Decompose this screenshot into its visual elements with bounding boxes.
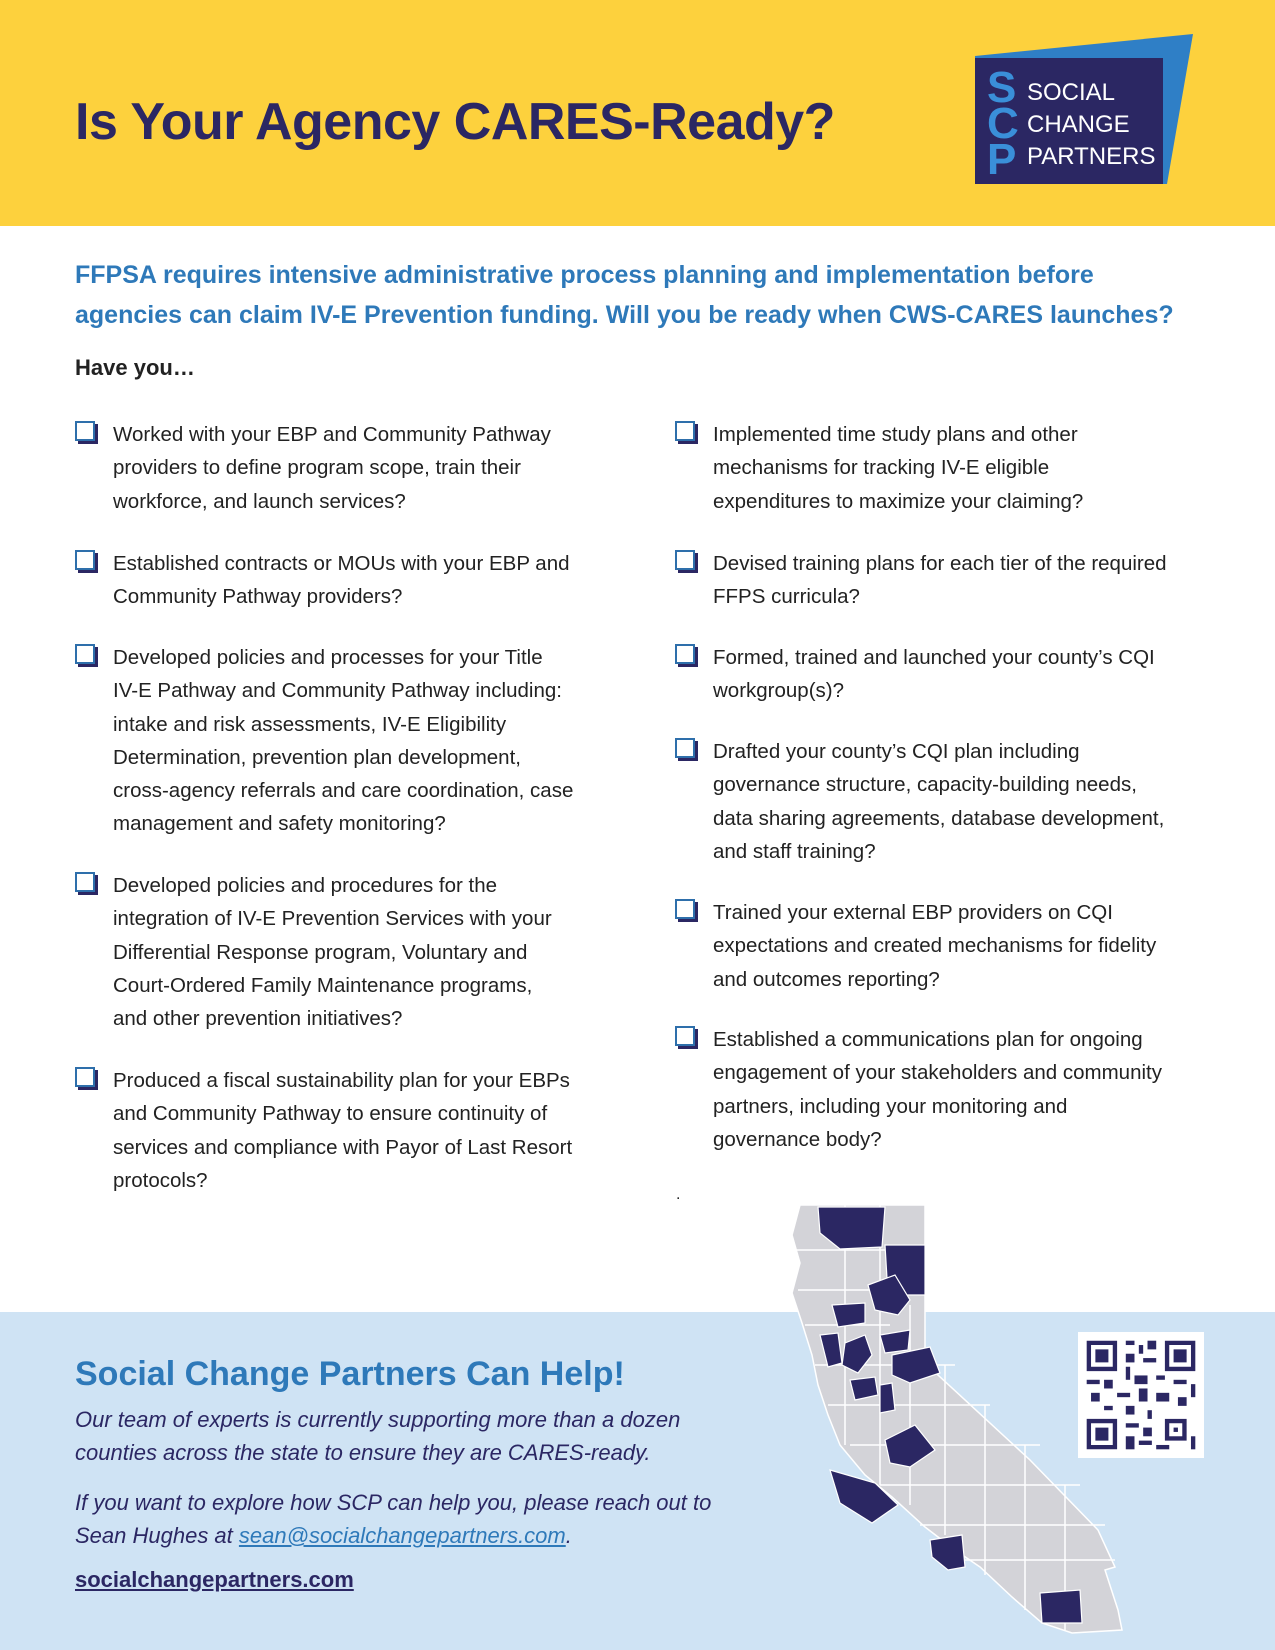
county-highlight xyxy=(832,1303,865,1327)
county-highlight xyxy=(1040,1590,1082,1623)
checklist-item-text: Drafted your county’s CQI plan including governance structure, capacity-building needs, data sharing agreements, database development, and staff training? xyxy=(713,740,1165,863)
checklist-item-text: Worked with your EBP and Community Pathway providers to define program scope, train their workforce, and launch services? xyxy=(113,423,551,513)
page-title: Is Your Agency CARES-Ready? xyxy=(75,93,835,151)
checkbox-icon xyxy=(675,738,695,758)
help-paragraph: If you want to explore how SCP can help you, please reach out to Sean Hughes at sean@socialchangepartners.com. xyxy=(75,1490,712,1548)
logo-letter-p: P xyxy=(987,135,1017,184)
checklist-item-text: Developed policies and processes for your Title IV-E Pathway and Community Pathway including: intake and risk assessments, IV-E Eligibility Determination, prevention plan development, cross-agency referrals and care coordination, case management and safety monitoring? xyxy=(113,646,574,836)
qr-center-dot xyxy=(1174,1428,1178,1432)
qr-module xyxy=(1143,1428,1152,1437)
checkbox-icon xyxy=(675,644,695,664)
help-heading: Social Change Partners Can Help! xyxy=(75,1355,625,1393)
checkbox-icon xyxy=(75,1067,95,1087)
checklist-item-text: Formed, trained and launched your county’s CQI workgroup(s)? xyxy=(713,646,1155,703)
checkbox-icon xyxy=(75,421,95,441)
qr-module xyxy=(1126,1436,1135,1449)
county-highlight xyxy=(880,1383,895,1413)
qr-module xyxy=(1156,1375,1165,1379)
have-you-heading: Have you… xyxy=(75,355,195,380)
checkbox-icon xyxy=(675,550,695,570)
county-highlight xyxy=(930,1535,965,1570)
qr-module xyxy=(1091,1393,1100,1402)
qr-module xyxy=(1148,1410,1152,1419)
logo-word-social: SOCIAL xyxy=(1027,79,1116,106)
qr-module xyxy=(1156,1393,1169,1402)
qr-module xyxy=(1126,1406,1135,1415)
qr-module xyxy=(1191,1436,1195,1449)
qr-module xyxy=(1117,1393,1130,1397)
help-body xyxy=(75,1403,775,1569)
qr-module xyxy=(1126,1354,1135,1363)
checklist-item-text: Produced a fiscal sustainability plan for your EBPs and Community Pathway to ensure continuity of services and compliance with Payor of Last Resort protocols? xyxy=(113,1069,573,1192)
qr-module xyxy=(1104,1380,1113,1389)
checkbox-icon xyxy=(75,550,95,570)
logo-word-partners: PARTNERS xyxy=(1027,143,1156,170)
qr-module xyxy=(1174,1380,1187,1384)
checkbox-icon xyxy=(675,1026,695,1046)
checklist-item-text: Trained your external EBP providers on CQI expectations and created mechanisms for fidelity and outcomes reporting? xyxy=(713,901,1157,991)
checkbox-icon xyxy=(75,644,95,664)
qr-module xyxy=(1139,1441,1152,1445)
qr-module xyxy=(1126,1367,1130,1380)
intro-statement xyxy=(75,255,1215,335)
qr-module xyxy=(1134,1375,1147,1384)
qr-code xyxy=(1078,1332,1204,1458)
checklist-item-text: Implemented time study plans and other mechanisms for tracking IV-E eligible expenditures to maximize your claiming? xyxy=(713,423,1084,513)
qr-module xyxy=(1126,1423,1139,1427)
qr-module xyxy=(1156,1445,1169,1449)
stray-dot: . xyxy=(676,1186,681,1203)
logo-letter-c: C xyxy=(987,99,1019,148)
header-banner xyxy=(0,0,1275,226)
qr-module xyxy=(1143,1358,1156,1362)
checklist-item-text: Devised training plans for each tier of the required FFPS curricula? xyxy=(713,552,1167,609)
checkbox-icon xyxy=(675,899,695,919)
checklist-item-text: Developed policies and procedures for the integration of IV-E Prevention Services with your Differential Response program, Voluntary and Court-Ordered Family Maintenance programs, and other prevention initiatives? xyxy=(113,874,552,1031)
intro-line: agencies can claim IV-E Prevention funding. Will you be ready when CWS-CARES launches? xyxy=(75,301,1174,329)
qr-module xyxy=(1104,1406,1113,1410)
help-paragraph: Our team of experts is currently supporting more than a dozen counties across the state to ensure they are CARES-ready. xyxy=(75,1407,681,1465)
qr-module xyxy=(1139,1388,1148,1401)
logo-letter-s: S xyxy=(987,63,1017,112)
website-link[interactable]: socialchangepartners.com xyxy=(75,1567,354,1592)
intro-line: FFPSA requires intensive administrative process planning and implementation before xyxy=(75,261,1094,289)
qr-module xyxy=(1126,1341,1135,1345)
qr-module xyxy=(1087,1380,1100,1384)
qr-module xyxy=(1139,1345,1143,1354)
checkbox-icon xyxy=(75,872,95,892)
qr-module xyxy=(1178,1397,1187,1406)
scp-logo xyxy=(975,34,1205,194)
email-link[interactable]: sean@socialchangepartners.com xyxy=(238,1523,566,1548)
qr-module xyxy=(1148,1341,1157,1350)
checklist-item-text: Established contracts or MOUs with your EBP and Community Pathway providers? xyxy=(113,552,570,609)
qr-module xyxy=(1191,1384,1195,1397)
logo-word-change: CHANGE xyxy=(1027,111,1130,138)
checkbox-icon xyxy=(675,421,695,441)
checklist-item-text: Established a communications plan for ongoing engagement of your stakeholders and community partners, including your monitoring and governance body? xyxy=(713,1028,1162,1151)
